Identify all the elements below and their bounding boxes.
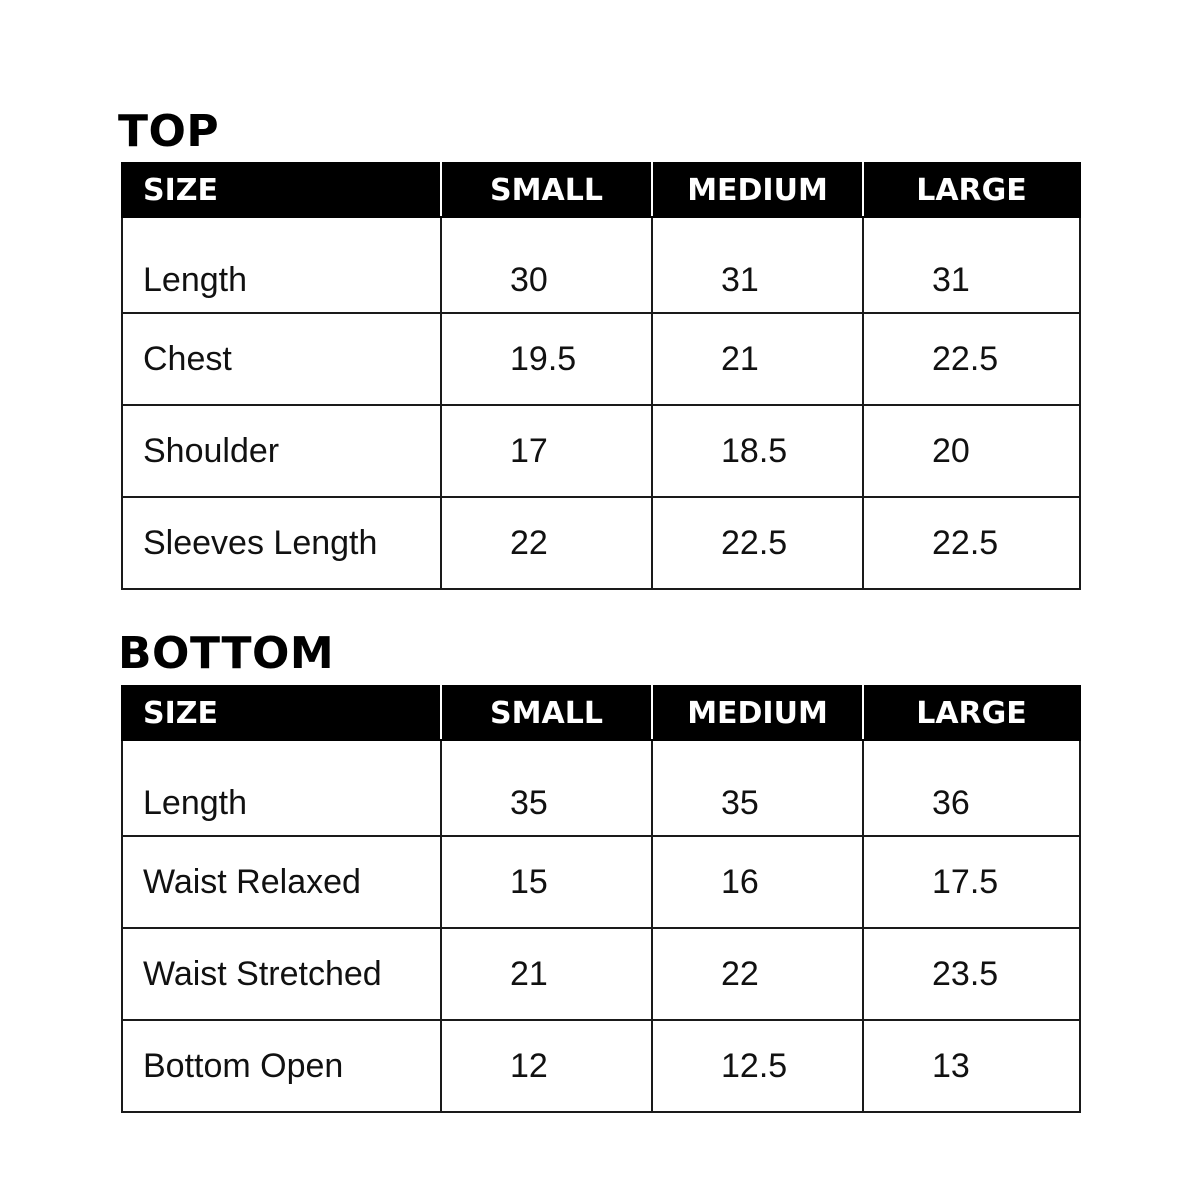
- row-label: Waist Relaxed: [122, 836, 441, 928]
- header-large: LARGE: [863, 686, 1080, 740]
- value-small: 21: [441, 928, 652, 1020]
- value-small: 17: [441, 405, 652, 497]
- bottom-size-table: [121, 685, 1081, 1113]
- row-label: Sleeves Length: [122, 497, 441, 589]
- value-small: 22: [441, 497, 652, 589]
- value-large: 36: [863, 740, 1080, 836]
- table-row: [122, 217, 1080, 313]
- table-row: [122, 405, 1080, 497]
- value-large: 20: [863, 405, 1080, 497]
- table-row: [122, 740, 1080, 836]
- value-small: 15: [441, 836, 652, 928]
- header-size: SIZE: [122, 686, 441, 740]
- value-medium: 21: [652, 313, 863, 405]
- bottom-section-title: BOTTOM: [118, 628, 335, 679]
- value-medium: 12.5: [652, 1020, 863, 1112]
- value-large: 23.5: [863, 928, 1080, 1020]
- value-small: 19.5: [441, 313, 652, 405]
- value-medium: 31: [652, 217, 863, 313]
- header-medium: MEDIUM: [652, 686, 863, 740]
- value-medium: 35: [652, 740, 863, 836]
- top-section-title: TOP: [118, 106, 220, 157]
- table-header-row: [122, 686, 1080, 740]
- table-header-row: [122, 163, 1080, 217]
- table-row: [122, 313, 1080, 405]
- row-label: Length: [122, 740, 441, 836]
- header-size: SIZE: [122, 163, 441, 217]
- row-label: Bottom Open: [122, 1020, 441, 1112]
- top-size-table: [121, 162, 1081, 590]
- value-medium: 16: [652, 836, 863, 928]
- header-small: SMALL: [441, 686, 652, 740]
- value-medium: 22: [652, 928, 863, 1020]
- header-small: SMALL: [441, 163, 652, 217]
- table-row: [122, 497, 1080, 589]
- value-small: 35: [441, 740, 652, 836]
- row-label: Chest: [122, 313, 441, 405]
- row-label: Waist Stretched: [122, 928, 441, 1020]
- value-large: 17.5: [863, 836, 1080, 928]
- value-large: 22.5: [863, 497, 1080, 589]
- table-row: [122, 1020, 1080, 1112]
- value-large: 31: [863, 217, 1080, 313]
- header-medium: MEDIUM: [652, 163, 863, 217]
- table-row: [122, 836, 1080, 928]
- value-large: 22.5: [863, 313, 1080, 405]
- value-large: 13: [863, 1020, 1080, 1112]
- row-label: Shoulder: [122, 405, 441, 497]
- value-medium: 18.5: [652, 405, 863, 497]
- value-small: 30: [441, 217, 652, 313]
- header-large: LARGE: [863, 163, 1080, 217]
- value-small: 12: [441, 1020, 652, 1112]
- table-row: [122, 928, 1080, 1020]
- row-label: Length: [122, 217, 441, 313]
- value-medium: 22.5: [652, 497, 863, 589]
